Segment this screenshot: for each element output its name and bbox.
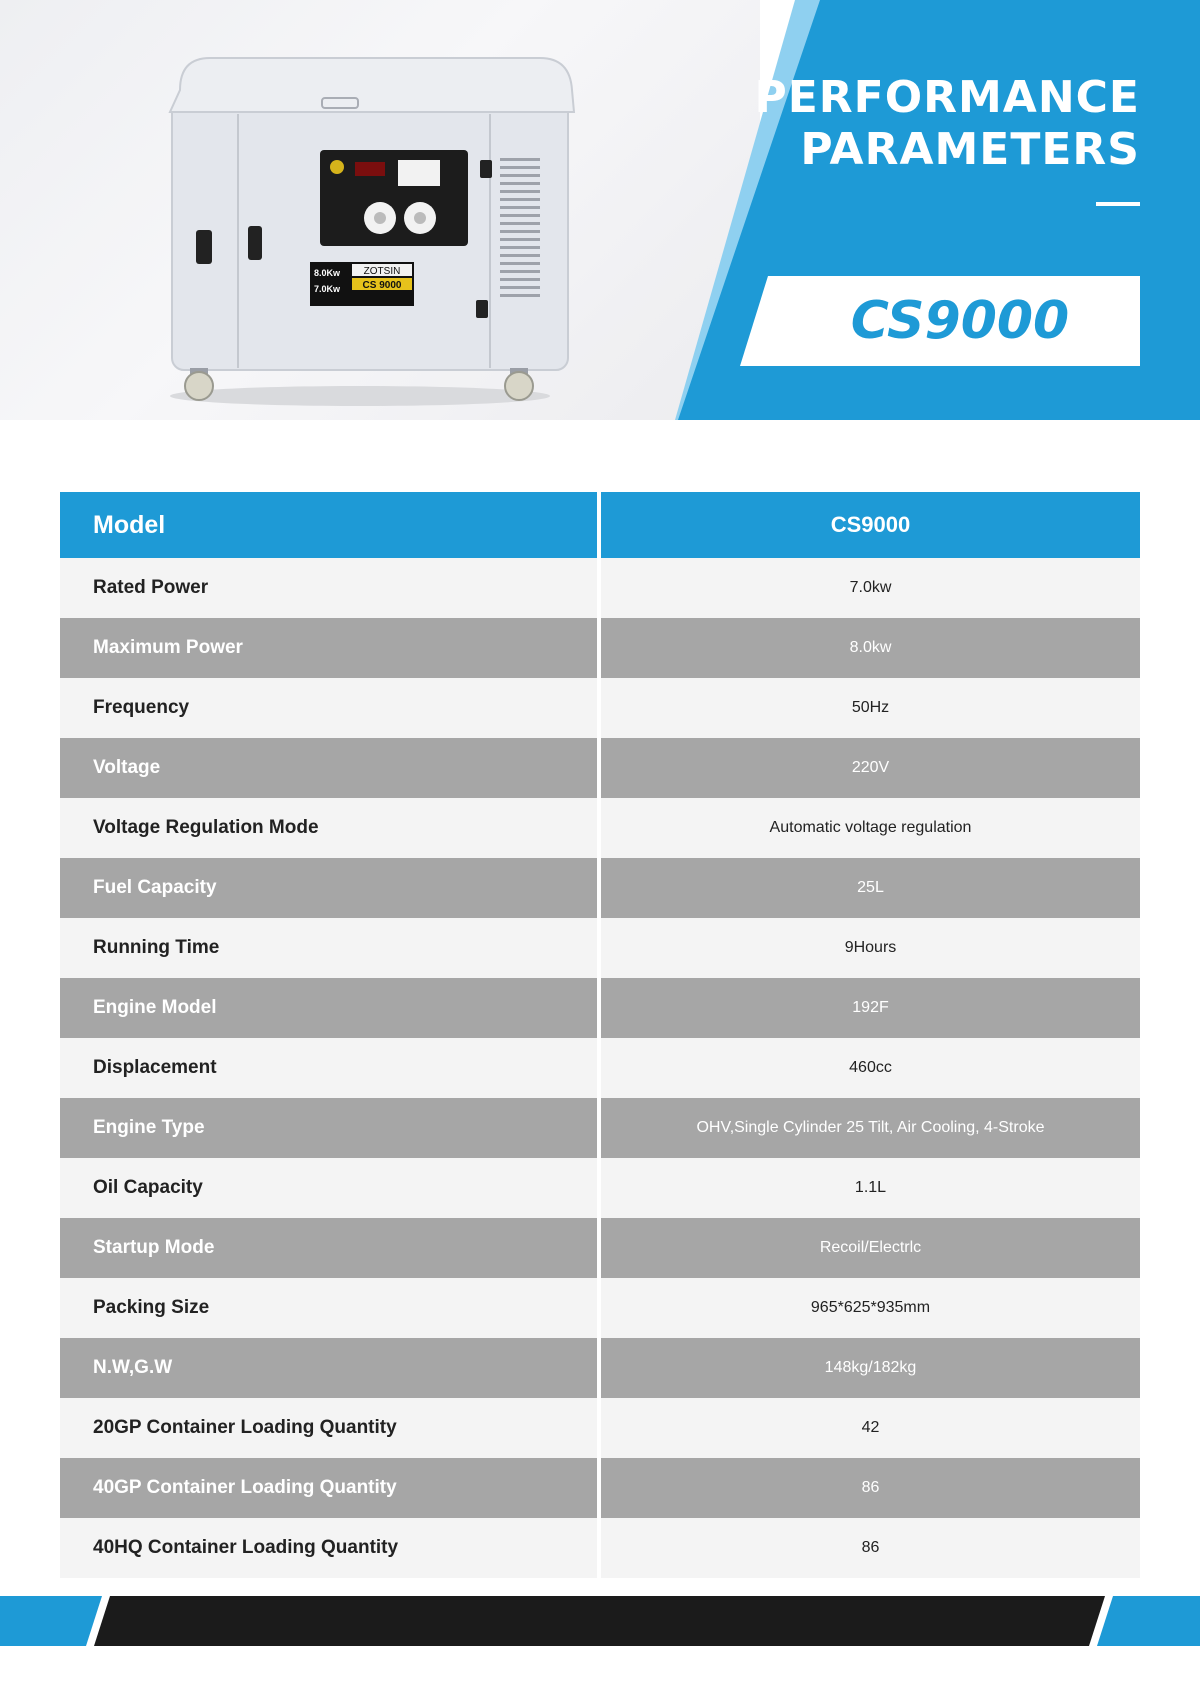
row-value: 50Hz: [601, 678, 1140, 738]
table-row: [60, 1398, 1140, 1458]
row-label: Engine Model: [60, 978, 597, 1038]
table-row: [60, 1038, 1140, 1098]
row-label: Displacement: [60, 1038, 597, 1098]
row-value: Recoil/Electrlc: [601, 1218, 1140, 1278]
row-value: 1.1L: [601, 1158, 1140, 1218]
row-value: 965*625*935mm: [601, 1278, 1140, 1338]
row-value: 86: [601, 1518, 1140, 1578]
model-badge: [740, 276, 1140, 366]
table-row: [60, 1518, 1140, 1578]
footer-band: [0, 1596, 1200, 1646]
sticker-model: CS 9000: [362, 280, 402, 291]
model-badge-label: CS9000: [850, 291, 1070, 351]
row-label: Frequency: [60, 678, 597, 738]
table-row: [60, 798, 1140, 858]
row-value: 7.0kw: [601, 558, 1140, 618]
row-label: Oil Capacity: [60, 1158, 597, 1218]
row-value: 42: [601, 1398, 1140, 1458]
row-value: 192F: [601, 978, 1140, 1038]
row-value: 9Hours: [601, 918, 1140, 978]
table-row: [60, 1458, 1140, 1518]
row-label: Maximum Power: [60, 618, 597, 678]
sticker-rated-power: 7.0Kw: [314, 284, 341, 294]
table-header-row: [60, 492, 1140, 558]
sticker-brand: ZOTSIN: [363, 266, 401, 277]
row-value: 25L: [601, 858, 1140, 918]
row-label: Engine Type: [60, 1098, 597, 1158]
row-value: 220V: [601, 738, 1140, 798]
row-value: 86: [601, 1458, 1140, 1518]
table-row: [60, 1278, 1140, 1338]
header-banner: [0, 0, 1200, 420]
title-line-1: PERFORMANCE: [754, 72, 1140, 123]
row-label: 40GP Container Loading Quantity: [60, 1458, 597, 1518]
row-label: 40HQ Container Loading Quantity: [60, 1518, 597, 1578]
row-label: Startup Mode: [60, 1218, 597, 1278]
page-title: [754, 72, 1140, 176]
row-label: Running Time: [60, 918, 597, 978]
table-row: [60, 918, 1140, 978]
table-row: [60, 678, 1140, 738]
row-value: OHV,Single Cylinder 25 Tilt, Air Cooling, 4-Stroke: [601, 1098, 1140, 1158]
row-value: 8.0kw: [601, 618, 1140, 678]
title-line-2: PARAMETERS: [800, 124, 1140, 175]
table-row: [60, 1098, 1140, 1158]
row-label: Voltage: [60, 738, 597, 798]
row-label: Packing Size: [60, 1278, 597, 1338]
table-row: [60, 978, 1140, 1038]
table-row: [60, 618, 1140, 678]
title-underline: [1096, 202, 1140, 206]
row-label: 20GP Container Loading Quantity: [60, 1398, 597, 1458]
table-header-value: CS9000: [601, 492, 1140, 558]
row-value: 460cc: [601, 1038, 1140, 1098]
table-row: [60, 558, 1140, 618]
spec-table: [60, 492, 1140, 1578]
table-row: [60, 858, 1140, 918]
table-row: [60, 1338, 1140, 1398]
sticker-max-power: 8.0Kw: [314, 268, 341, 278]
table-row: [60, 738, 1140, 798]
table-row: [60, 1158, 1140, 1218]
table-row: [60, 1218, 1140, 1278]
row-value: 148kg/182kg: [601, 1338, 1140, 1398]
row-label: N.W,G.W: [60, 1338, 597, 1398]
table-header-label: Model: [60, 492, 597, 558]
row-label: Rated Power: [60, 558, 597, 618]
row-label: Voltage Regulation Mode: [60, 798, 597, 858]
row-value: Automatic voltage regulation: [601, 798, 1140, 858]
row-label: Fuel Capacity: [60, 858, 597, 918]
